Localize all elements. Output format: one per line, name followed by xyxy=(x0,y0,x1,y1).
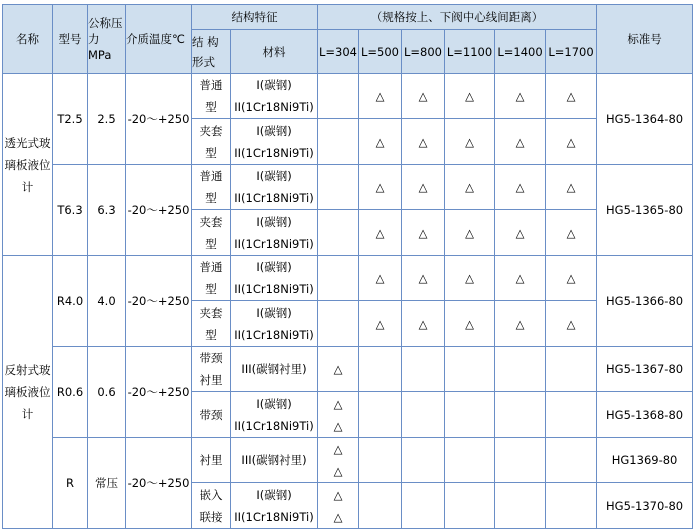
spec-cell: △ xyxy=(546,119,597,165)
spec-cell: △ xyxy=(495,256,546,301)
header-pressure-l1: 公称压 xyxy=(88,16,123,30)
pressure-cell: 4.0 xyxy=(88,256,126,347)
header-pressure xyxy=(88,5,126,74)
spec-cell xyxy=(318,438,359,483)
spec-cell: △ xyxy=(445,165,495,210)
spec-cell: △ xyxy=(402,119,445,165)
spec-cell xyxy=(546,347,597,392)
header-length: L=1700 xyxy=(546,30,597,74)
material-l1: I(碳钢) xyxy=(256,123,292,138)
material-l1: I(碳钢) xyxy=(256,305,292,320)
mark-l1: △ xyxy=(333,396,343,411)
spec-cell: △ xyxy=(445,210,495,256)
group-name-l1: 反射式玻 xyxy=(4,363,51,377)
form-l2: 衬里 xyxy=(199,373,223,387)
spec-cell: △ xyxy=(546,256,597,301)
material-l1: I(碳钢) xyxy=(256,260,292,274)
pressure-cell: 0.6 xyxy=(88,347,126,438)
pressure-cell: 6.3 xyxy=(88,165,126,256)
spec-cell xyxy=(546,392,597,438)
material-cell xyxy=(231,256,318,301)
spec-cell xyxy=(359,438,402,483)
form-cell xyxy=(192,74,231,119)
group-name-l3: 计 xyxy=(21,179,34,194)
material-cell: III(碳钢衬里) xyxy=(231,438,318,483)
spec-cell xyxy=(402,347,445,392)
header-form-l2: 形式 xyxy=(192,54,215,69)
spec-cell: △ xyxy=(445,119,495,165)
material-l1: I(碳钢) xyxy=(256,169,292,183)
spec-cell xyxy=(318,74,359,119)
spec-cell: △ xyxy=(402,165,445,210)
spec-cell: △ xyxy=(546,210,597,256)
standard-cell: HG5-1368-80 xyxy=(597,392,693,438)
material-l1: I(碳钢) xyxy=(256,214,292,229)
spec-cell xyxy=(318,119,359,165)
temp-cell: -20～+250 xyxy=(126,438,192,529)
standard-cell: HG1369-80 xyxy=(597,438,693,483)
material-l1: I(碳钢) xyxy=(256,487,292,502)
spec-cell xyxy=(318,256,359,301)
mark-l2: △ xyxy=(333,418,343,433)
form-l1: 夹套 xyxy=(199,123,223,138)
spec-cell xyxy=(318,301,359,347)
form-l1: 夹套 xyxy=(199,305,223,320)
form-cell xyxy=(192,347,231,392)
spec-cell xyxy=(495,347,546,392)
material-l2: II(1Cr18Ni9Ti) xyxy=(234,509,314,524)
form-l1: 普通 xyxy=(199,169,223,183)
header-length: L=1100 xyxy=(445,30,495,74)
spec-cell xyxy=(359,347,402,392)
spec-cell xyxy=(445,483,495,529)
material-l2: II(1Cr18Ni9Ti) xyxy=(234,145,314,160)
header-form xyxy=(192,30,231,74)
mark-l1: △ xyxy=(333,487,343,502)
spec-cell: △ xyxy=(359,119,402,165)
spec-cell xyxy=(495,438,546,483)
group-name-l2: 璃板液位 xyxy=(4,157,51,172)
material-l1: I(碳钢) xyxy=(256,396,292,411)
standard-cell: HG5-1370-80 xyxy=(597,483,693,529)
temp-cell: -20～+250 xyxy=(126,165,192,256)
material-cell xyxy=(231,119,318,165)
form-cell: 衬里 xyxy=(192,438,231,483)
form-cell: 带颈 xyxy=(192,392,231,438)
header-model: 型号 xyxy=(53,5,88,74)
material-cell xyxy=(231,210,318,256)
spec-cell xyxy=(445,438,495,483)
spec-cell: △ xyxy=(402,301,445,347)
spec-cell: △ xyxy=(318,347,359,392)
model-cell: T6.3 xyxy=(53,165,88,256)
form-l1: 普通 xyxy=(199,78,223,92)
group-name-l3: 计 xyxy=(21,407,34,421)
spec-cell: △ xyxy=(495,74,546,119)
form-l2: 型 xyxy=(205,327,217,342)
mark-l1: △ xyxy=(333,442,343,456)
material-l2: II(1Cr18Ni9Ti) xyxy=(234,418,314,433)
spec-cell: △ xyxy=(495,301,546,347)
temp-cell: -20～+250 xyxy=(126,256,192,347)
header-length: L=800 xyxy=(402,30,445,74)
form-cell xyxy=(192,119,231,165)
material-l2: II(1Cr18Ni9Ti) xyxy=(234,282,314,296)
header-temp: 介质温度℃ xyxy=(126,5,192,74)
model-cell: R4.0 xyxy=(53,256,88,347)
spec-cell xyxy=(318,210,359,256)
form-cell xyxy=(192,165,231,210)
form-l1: 嵌入 xyxy=(199,487,223,502)
spec-cell: △ xyxy=(402,256,445,301)
material-l2: II(1Cr18Ni9Ti) xyxy=(234,327,314,342)
spec-cell: △ xyxy=(445,301,495,347)
form-l2: 型 xyxy=(205,100,217,114)
header-spec-note: （规格按上、下阀中心线间距离） xyxy=(318,5,597,30)
spec-cell xyxy=(359,483,402,529)
spec-cell: △ xyxy=(495,119,546,165)
standard-cell: HG5-1366-80 xyxy=(597,256,693,347)
standard-cell: HG5-1365-80 xyxy=(597,165,693,256)
spec-cell: △ xyxy=(445,256,495,301)
spec-cell xyxy=(546,438,597,483)
header-pressure-l2: 力 xyxy=(88,32,100,46)
form-l1: 带颈 xyxy=(199,351,223,365)
group-name-l1: 透光式玻 xyxy=(4,135,51,150)
pressure-cell: 常压 xyxy=(88,438,126,529)
header-pressure-l3: MPa xyxy=(88,48,112,62)
header-length: L=1400 xyxy=(495,30,546,74)
spec-cell xyxy=(318,165,359,210)
form-cell xyxy=(192,483,231,529)
form-l2: 型 xyxy=(205,191,217,205)
material-l2: II(1Cr18Ni9Ti) xyxy=(234,100,314,114)
header-length: L=304 xyxy=(318,30,359,74)
model-cell: T2.5 xyxy=(53,74,88,165)
spec-cell xyxy=(445,392,495,438)
form-l2: 型 xyxy=(205,282,217,296)
spec-cell: △ xyxy=(359,165,402,210)
header-material: 材料 xyxy=(231,30,318,74)
mark-l2: △ xyxy=(333,464,343,478)
material-cell xyxy=(231,483,318,529)
spec-cell: △ xyxy=(402,74,445,119)
spec-cell: △ xyxy=(546,301,597,347)
standard-cell: HG5-1367-80 xyxy=(597,347,693,392)
spec-cell: △ xyxy=(495,210,546,256)
model-cell: R xyxy=(53,438,88,529)
model-cell: R0.6 xyxy=(53,347,88,438)
form-l2: 型 xyxy=(205,145,217,160)
mark-l2: △ xyxy=(333,509,343,524)
material-cell xyxy=(231,392,318,438)
header-form-l1: 结 构 xyxy=(192,34,219,49)
material-cell: III(碳钢衬里) xyxy=(231,347,318,392)
material-cell xyxy=(231,165,318,210)
group-name xyxy=(3,74,53,256)
header-length: L=500 xyxy=(359,30,402,74)
spec-cell: △ xyxy=(495,165,546,210)
spec-cell: △ xyxy=(402,210,445,256)
header-standard: 标准号 xyxy=(597,5,693,74)
form-cell xyxy=(192,210,231,256)
group-name xyxy=(3,256,53,529)
spec-cell: △ xyxy=(359,301,402,347)
material-cell xyxy=(231,301,318,347)
spec-cell xyxy=(495,392,546,438)
material-l1: I(碳钢) xyxy=(256,78,292,92)
spec-table xyxy=(2,4,693,529)
spec-cell: △ xyxy=(359,210,402,256)
form-l2: 型 xyxy=(205,236,217,251)
form-l2: 联接 xyxy=(199,509,223,524)
form-l1: 普通 xyxy=(199,260,223,274)
temp-cell: -20～+250 xyxy=(126,74,192,165)
spec-cell xyxy=(495,483,546,529)
form-cell xyxy=(192,256,231,301)
spec-cell xyxy=(402,392,445,438)
spec-cell xyxy=(546,483,597,529)
standard-cell: HG5-1364-80 xyxy=(597,74,693,165)
form-l1: 夹套 xyxy=(199,214,223,229)
spec-cell xyxy=(359,392,402,438)
group-name-l2: 璃板液位 xyxy=(4,385,51,399)
material-l2: II(1Cr18Ni9Ti) xyxy=(234,236,314,251)
spec-cell: △ xyxy=(445,74,495,119)
header-structure: 结构特征 xyxy=(192,5,318,30)
spec-cell: △ xyxy=(359,74,402,119)
spec-cell xyxy=(318,392,359,438)
spec-cell: △ xyxy=(359,256,402,301)
material-l2: II(1Cr18Ni9Ti) xyxy=(234,191,314,205)
spec-cell xyxy=(402,483,445,529)
spec-cell xyxy=(445,347,495,392)
spec-cell xyxy=(318,483,359,529)
temp-cell: -20～+250 xyxy=(126,347,192,438)
spec-cell: △ xyxy=(546,74,597,119)
form-cell xyxy=(192,301,231,347)
header-name: 名称 xyxy=(3,5,53,74)
spec-cell xyxy=(402,438,445,483)
spec-cell: △ xyxy=(546,165,597,210)
material-cell xyxy=(231,74,318,119)
pressure-cell: 2.5 xyxy=(88,74,126,165)
